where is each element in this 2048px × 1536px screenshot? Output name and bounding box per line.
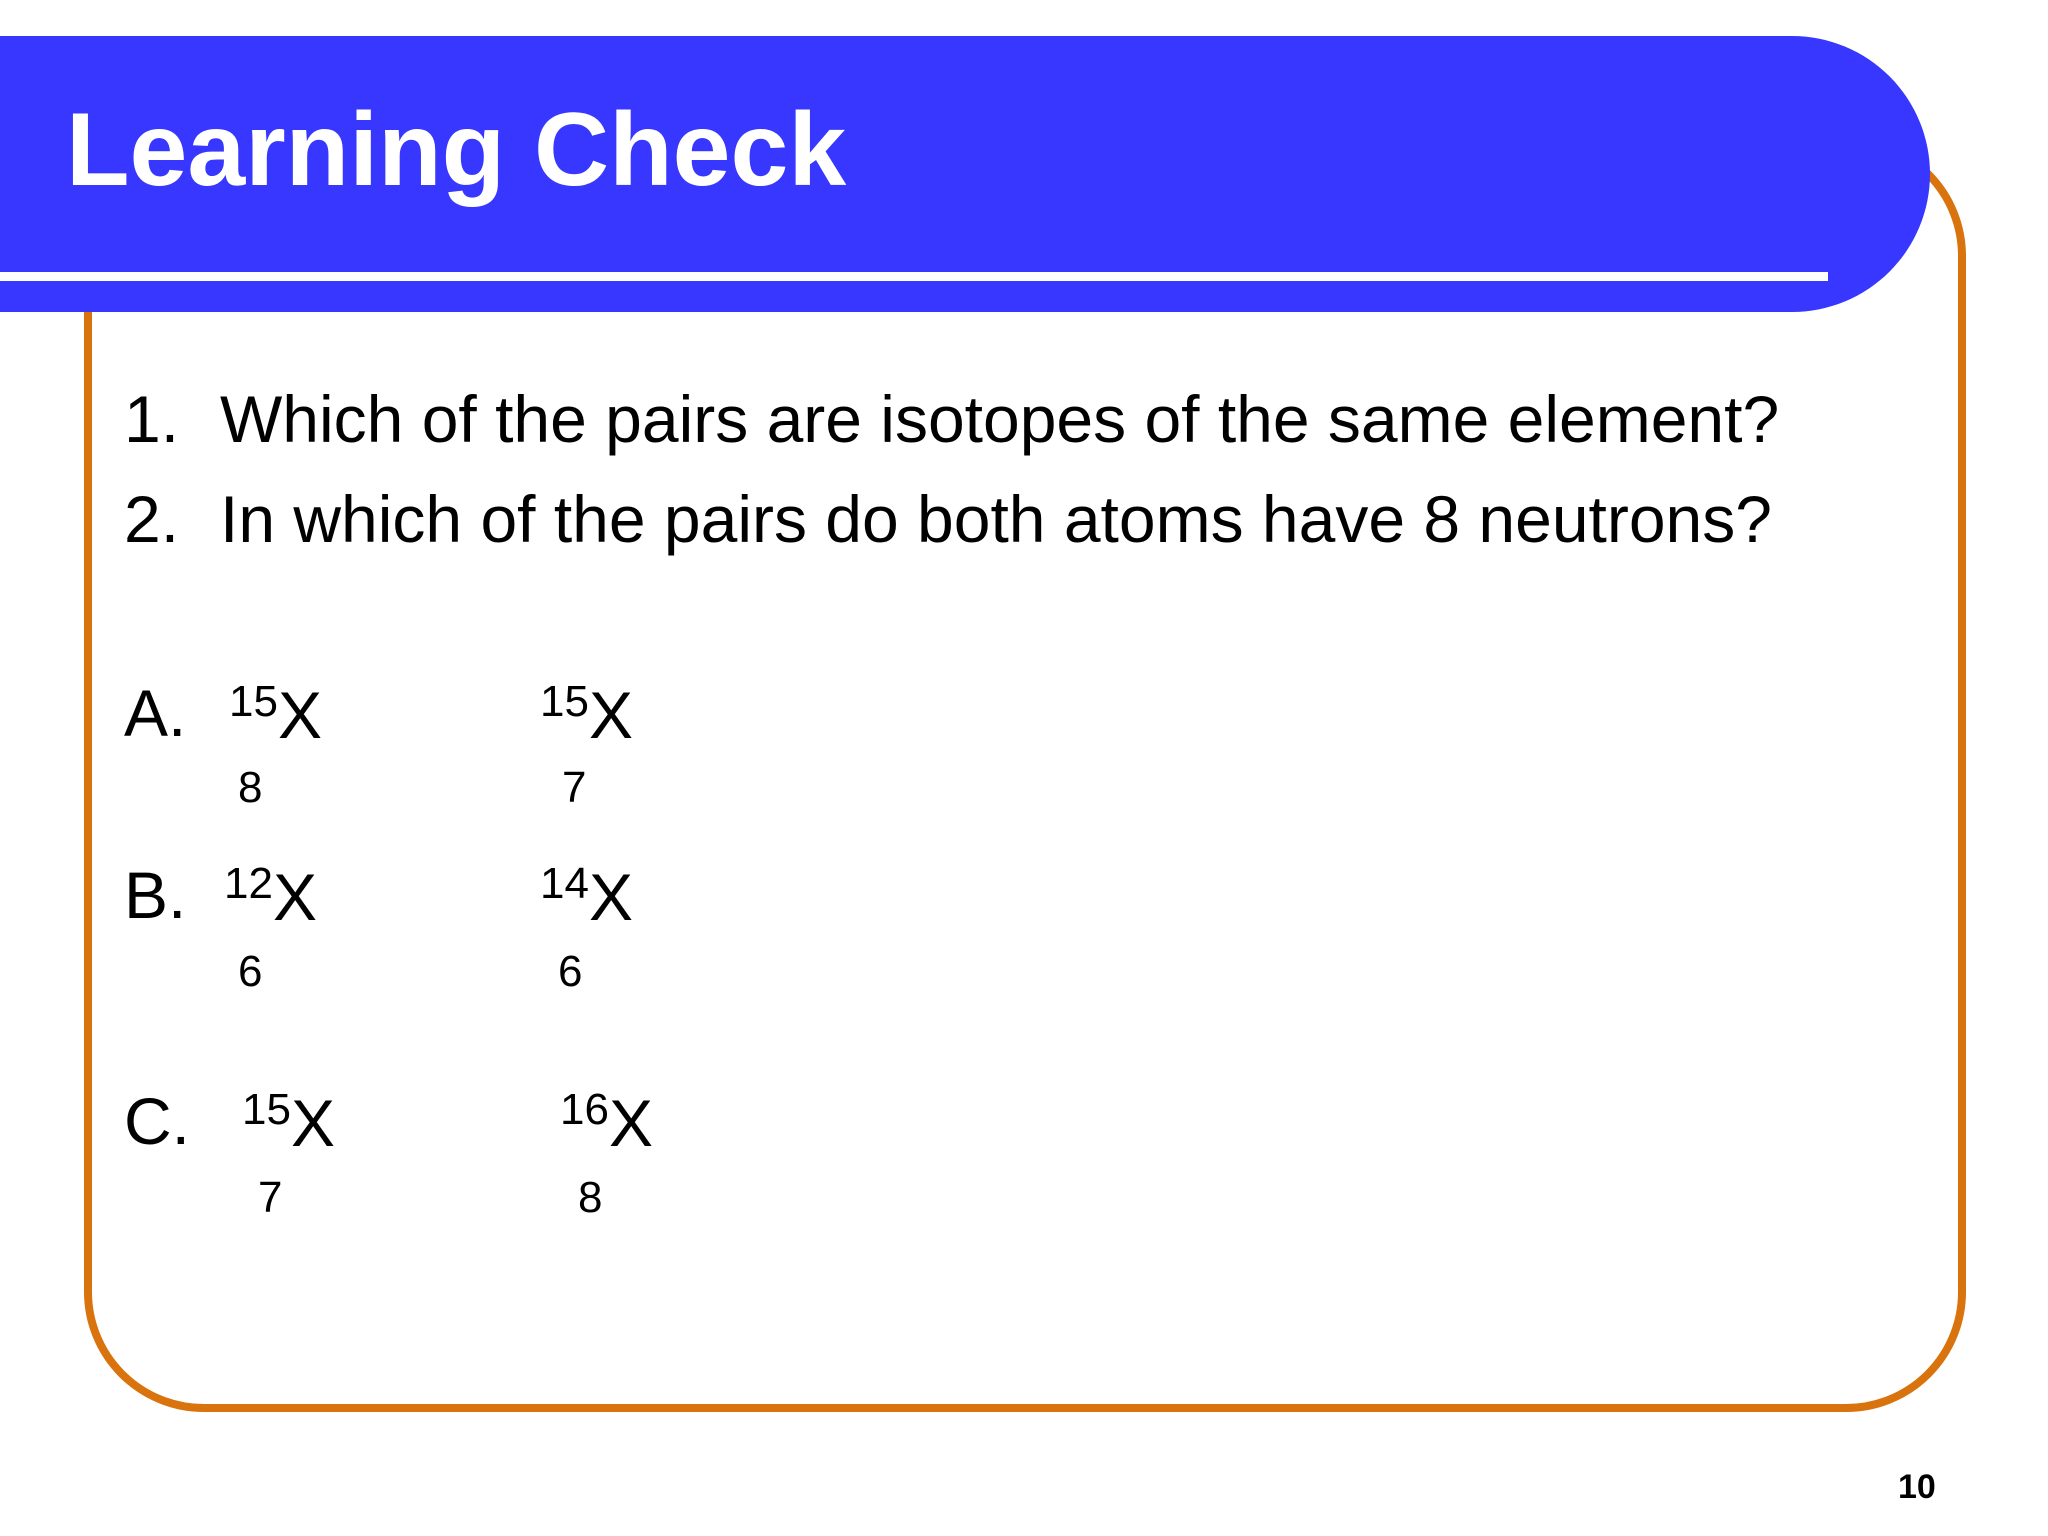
option-c-right-atomic: 8 — [578, 1173, 603, 1222]
option-c-left-atomic: 7 — [258, 1173, 283, 1222]
option-b-right-nuclide — [540, 859, 633, 934]
content-frame — [84, 136, 1966, 1412]
option-c-left-mass: 15 — [242, 1085, 291, 1134]
page-number: 10 — [1898, 1468, 1936, 1506]
option-a-right-nuclide — [540, 677, 633, 752]
option-b-right-symbol: X — [588, 860, 633, 934]
option-b-right-mass: 14 — [540, 859, 589, 908]
option-a-right-atomic: 7 — [562, 763, 587, 812]
slide-title: Learning Check — [66, 92, 847, 208]
option-b-right-atomic: 6 — [558, 947, 583, 996]
option-c-right-symbol: X — [608, 1086, 653, 1160]
option-a-right-symbol: X — [588, 678, 633, 752]
option-a-left-atomic: 8 — [238, 763, 263, 812]
option-c-left-symbol: X — [290, 1086, 335, 1160]
option-a-letter: A. — [124, 676, 187, 750]
question-1-text: Which of the pairs are isotopes of the same element? — [220, 382, 1780, 456]
option-b-letter: B. — [124, 858, 187, 932]
option-a-left-symbol: X — [277, 678, 322, 752]
option-c-right-mass: 16 — [560, 1085, 609, 1134]
option-a-right-mass: 15 — [540, 677, 589, 726]
option-b-left-atomic: 6 — [238, 947, 263, 996]
option-c-left-nuclide — [242, 1085, 335, 1160]
option-a-left-nuclide — [229, 677, 322, 752]
question-1 — [124, 382, 1780, 456]
option-a-left-mass: 15 — [229, 677, 278, 726]
option-c-letter: C. — [124, 1084, 190, 1158]
option-b-left-nuclide — [224, 859, 317, 934]
option-b-left-symbol: X — [272, 860, 317, 934]
option-c-right-nuclide — [560, 1085, 653, 1160]
question-2-text: In which of the pairs do both atoms have 8 neutrons? — [220, 482, 1772, 556]
option-b-left-mass: 12 — [224, 859, 273, 908]
question-2 — [124, 482, 1772, 556]
title-underline — [0, 272, 1828, 281]
question-1-number: 1. — [124, 382, 180, 456]
question-2-number: 2. — [124, 482, 180, 556]
